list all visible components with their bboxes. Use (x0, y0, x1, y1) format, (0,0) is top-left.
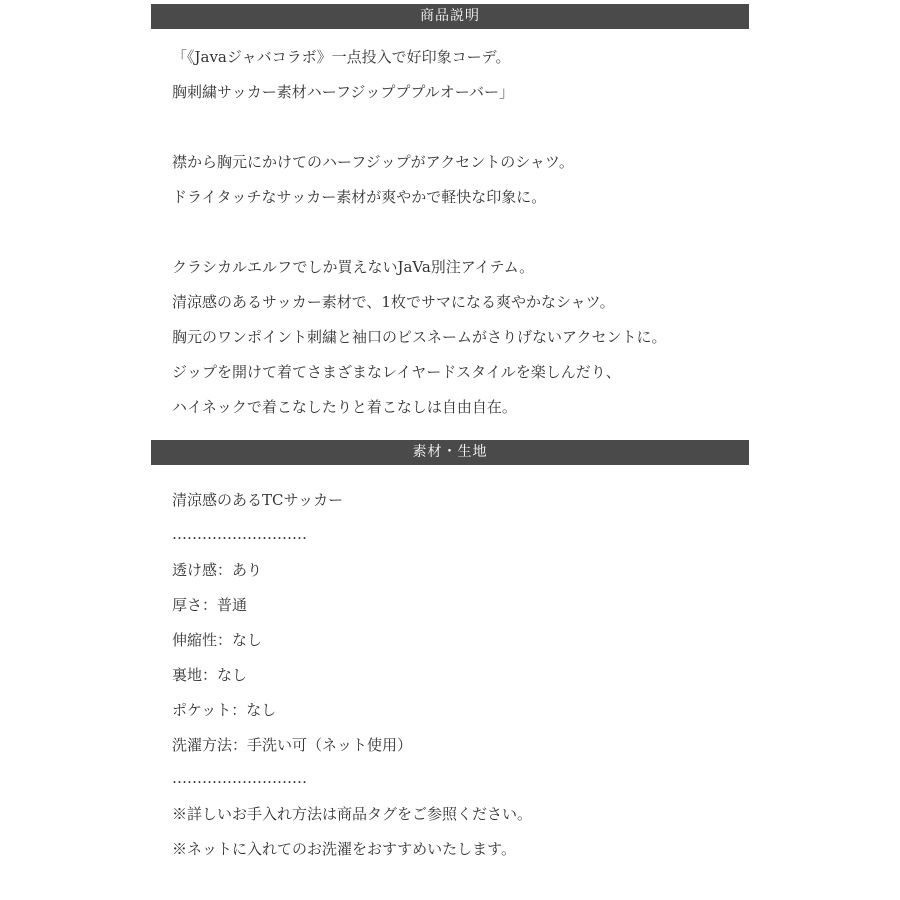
description-line: 胸元のワンポイント刺繍と袖口のピスネームがさりげないアクセントに。 (172, 328, 667, 346)
description-line: 襟から胸元にかけてのハーフジップがアクセントのシャツ。 (172, 153, 574, 171)
description-line: クラシカルエルフでしか買えないJaVa別注アイテム。 (172, 258, 535, 276)
material-line: 厚さ：普通 (172, 596, 248, 614)
divider-dots: ……………………… (172, 769, 307, 787)
description-line: 「《Javaジャバコラボ》一点投入で好印象コーデ。 (172, 48, 511, 66)
care-note: ※詳しいお手入れ方法は商品タグをご参照ください。 (172, 805, 533, 823)
description-line: ハイネックで着こなしたりと着こなしは自由自在。 (172, 398, 517, 416)
material-line: 洗濯方法：手洗い可（ネット使用） (172, 736, 413, 754)
description-line: 清涼感のあるサッカー素材で、1枚でサマになる爽やかなシャツ。 (172, 293, 615, 311)
description-line: 胸刺繍サッカー素材ハーフジップププルオーバー」 (172, 83, 515, 101)
material-line: ポケット：なし (172, 701, 277, 719)
material-line: 裏地：なし (172, 666, 248, 684)
care-note: ※ネットに入れてのお洗濯をおすすめいたします。 (172, 840, 516, 858)
divider-dots: ……………………… (172, 525, 307, 543)
material-line: 伸縮性：なし (172, 631, 263, 649)
description-line: ドライタッチなサッカー素材が爽やかで軽快な印象に。 (172, 188, 547, 206)
material-fabric-header: 素材・生地 (151, 440, 749, 465)
material-line: 清涼感のあるTCサッカー (172, 491, 344, 509)
material-line: 透け感：あり (172, 561, 263, 579)
product-description-header: 商品説明 (151, 4, 749, 29)
description-line: ジップを開けて着てさまざまなレイヤードスタイルを楽しんだり、 (172, 363, 621, 381)
